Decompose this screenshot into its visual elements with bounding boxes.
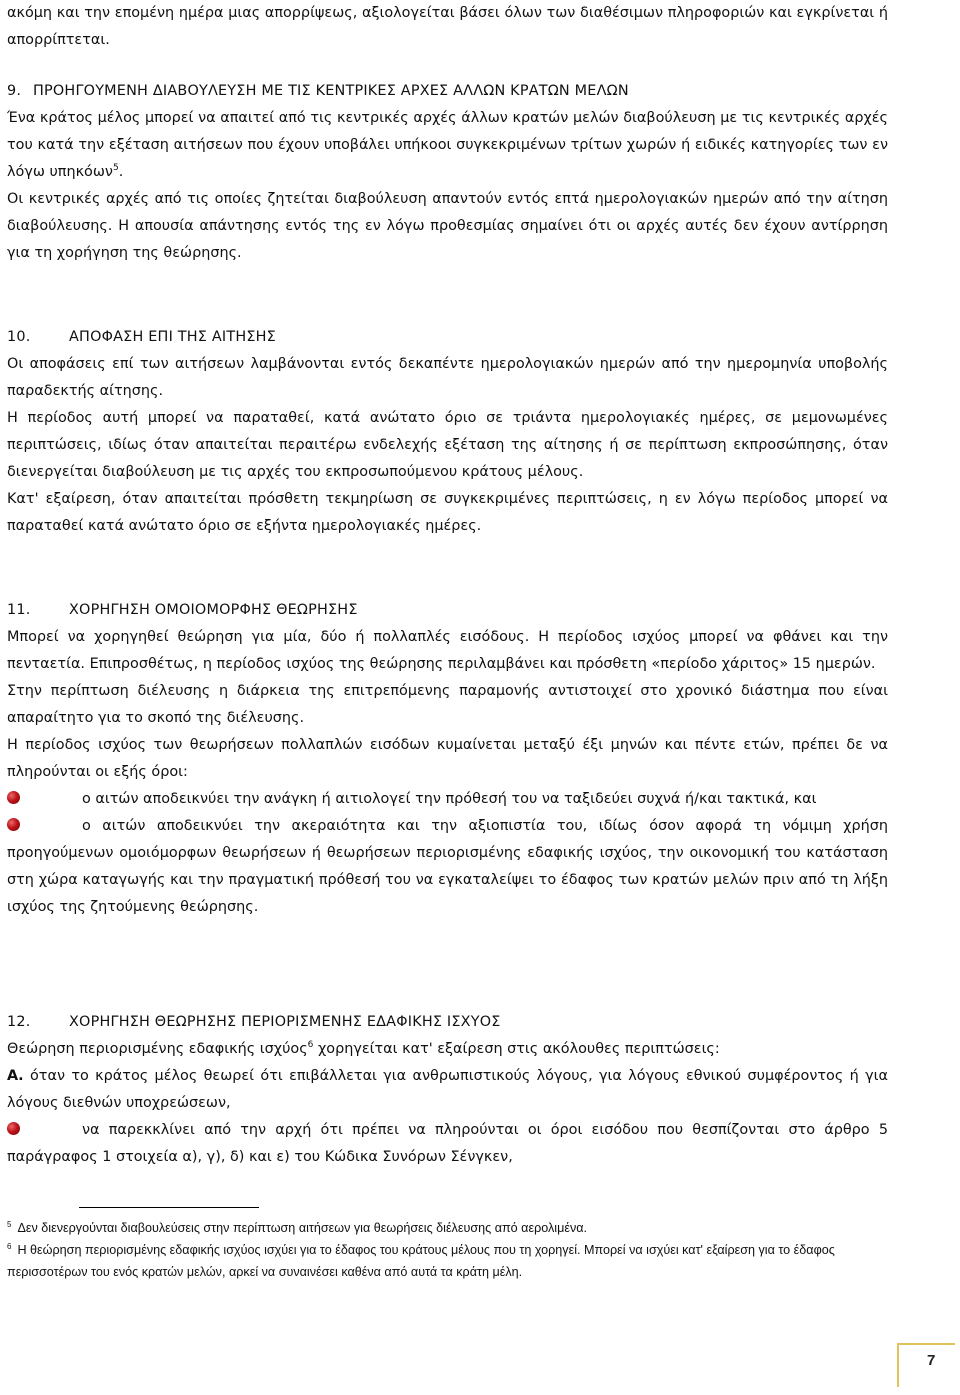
section-9-heading <box>7 78 888 105</box>
footnote-6-number: 6 <box>7 1241 12 1251</box>
section-12-number: 12. <box>7 1014 31 1030</box>
section-10-title: ΑΠΟΦΑΣΗ ΕΠΙ ΤΗΣ ΑΙΤΗΣΗΣ <box>69 329 276 345</box>
section-11 <box>7 597 888 921</box>
section-9-paragraph-2: Οι κεντρικές αρχές από τις οποίες ζητείται διαβούλευση απαντούν εντός επτά ημερολογιακών ημερών από την αίτηση διαβούλευσης. Η απουσία απάντησης εντός της εν λόγω προθεσμίας σημαίνει ότι οι αρχές αυτές δεν έχουν αντίρρηση για τη χορήγηση της θεώρησης. <box>7 191 889 261</box>
footnote-ref-6: 6 <box>307 1040 314 1051</box>
section-9 <box>7 78 888 267</box>
bullet-item: ο αιτών αποδεικνύει την ακεραιότητα και την αξιοπιστία του, ιδίως όσον αφορά τη νόμιμη χρήση προηγούμενων ομοιόμορφων θεωρήσεων ή θεωρήσεων περιορισμένης εδαφικής ισχύος, την οικονομική του κατάσταση στη χώρα καταγωγής και την πραγματική πρόθεσή του να εγκαταλείψει το έδαφος των κρατών μελών πριν από τη λήξη ισχύος της ζητούμενης θεώρησης. <box>7 818 888 915</box>
section-10-paragraph-2: Η περίοδος αυτή μπορεί να παραταθεί, κατά ανώτατο όριο σε τριάντα ημερολογιακές ημέρες, σε μεμονωμένες περιπτώσεις, ιδίως όταν απαιτείται περαιτέρω ενδελεχής εξέταση της αίτησης ή σε περίπτωση εκπροσώπησης, όταν διενεργείται διαβούλευση με τις αρχές του εκπροσωπούμενου κράτους μέλους. <box>7 410 888 480</box>
section-10 <box>7 324 888 540</box>
section-10-heading <box>7 324 888 351</box>
section-9-number: 9. <box>7 83 22 99</box>
section-10-number: 10. <box>7 329 31 345</box>
section-11-heading <box>7 597 888 624</box>
intro-paragraph <box>7 0 888 54</box>
page-number-frame <box>897 1343 955 1387</box>
bullet-icon <box>7 818 20 831</box>
footnote-separator <box>79 1207 259 1208</box>
page-number: 7 <box>927 1352 936 1369</box>
footnote-6: $^6$ Η θεώρηση περιορισμένης εδαφικής ισχύος ισχύει για το έδαφος του κράτους μέλους που τη χορηγεί. Μπορεί να ισχύει κατ' εξαίρεση για το έδαφος περισσοτέρων του ενός κρατών μελών, αρκεί να συναινέσει καθένα από αυτά τα κράτη μέλη. <box>7 1241 835 1279</box>
footnote-5: $^5$ Δεν διενεργούνται διαβουλεύσεις στην περίπτωση αιτήσεων για θεωρήσεις διέλευσης από αερολιμένα. <box>7 1219 588 1235</box>
section-12-item-a: Α. όταν το κράτος μέλος θεωρεί ότι επιβάλλεται για ανθρωπιστικούς λόγους, για λόγους εθνικού συμφέροντος ή για λόγους διεθνών υποχρεώσεων, <box>7 1068 888 1111</box>
section-11-paragraph-1: Μπορεί να χορηγηθεί θεώρηση για μία, δύο ή πολλαπλές εισόδους. Η περίοδος ισχύος μπορεί να φθάνει και την πενταετία. Επιπροσθέτως, η περίοδος ισχύος της θεώρησης περιλαμβάνει και πρόσθετη «περίοδο χάριτος» 15 ημερών. <box>7 629 888 672</box>
section-9-title: ΠΡΟΗΓΟΥΜΕΝΗ ΔΙΑΒΟΥΛΕΥΣΗ ΜΕ ΤΙΣ ΚΕΝΤΡΙΚΕΣ ΑΡΧΕΣ ΑΛΛΩΝ ΚΡΑΤΩΝ ΜΕΛΩΝ <box>33 83 629 99</box>
footnote-5-number: 5 <box>7 1219 12 1229</box>
section-9-paragraph-1: Ένα κράτος μέλος μπορεί να απαιτεί από τις κεντρικές αρχές άλλων κρατών μελών διαβούλευση με τις κεντρικές αρχές του κατά την εξέταση αιτήσεων που έχουν υποβάλει υπήκοοι συγκεκριμένων τρίτων χωρών ή ειδικές κατηγορίες των εν λόγω υπηκόων$^5$. <box>7 110 888 180</box>
bullet-icon <box>7 791 20 804</box>
section-11-paragraph-2: Στην περίπτωση διέλευσης η διάρκεια της επιτρεπόμενης παραμονής αντιστοιχεί στο χρονικό διάστημα που είναι απαραίτητο για το σκοπό της διέλευσης. <box>7 683 888 726</box>
bullet-item: να παρεκκλίνει από την αρχή ότι πρέπει να πληρούνται οι όροι εισόδου που θεσπίζονται στο άρθρο 5 παράγραφος 1 στοιχεία α), γ), δ) και ε) του Κώδικα Συνόρων Σένγκεν, <box>7 1122 888 1165</box>
footnote-ref-5: 5 <box>112 163 119 174</box>
section-10-paragraph-1: Οι αποφάσεις επί των αιτήσεων λαμβάνονται εντός δεκαπέντε ημερολογιακών ημερών από την ημερομηνία υποβολής παραδεκτής αίτησης. <box>7 356 888 399</box>
section-12-title: ΧΟΡΗΓΗΣΗ ΘΕΩΡΗΣΗΣ ΠΕΡΙΟΡΙΣΜΕΝΗΣ ΕΔΑΦΙΚΗΣ ΙΣΧΥΟΣ <box>69 1014 501 1030</box>
section-10-paragraph-3: Κατ' εξαίρεση, όταν απαιτείται πρόσθετη τεκμηρίωση σε συγκεκριμένες περιπτώσεις, η εν λόγω περίοδος μπορεί να παραταθεί κατά ανώτατο όριο σε εξήντα ημερολογιακές ημέρες. <box>7 491 888 534</box>
section-12-paragraph-1: Θεώρηση περιορισμένης εδαφικής ισχύος$^6$ χορηγείται κατ' εξαίρεση στις ακόλουθες περιπτώσεις: <box>7 1040 720 1057</box>
section-12-heading <box>7 1009 888 1036</box>
section-11-number: 11. <box>7 602 31 618</box>
item-a-label: Α. <box>7 1068 24 1084</box>
section-11-title: ΧΟΡΗΓΗΣΗ ΟΜΟΙΟΜΟΡΦΗΣ ΘΕΩΡΗΣΗΣ <box>69 602 358 618</box>
intro-text: ακόμη και την επομένη ημέρα μιας απορρίψεως, αξιολογείται βάσει όλων των διαθέσιμων πληροφοριών και εγκρίνεται ή απορρίπτεται. <box>7 5 888 48</box>
bullet-icon <box>7 1122 20 1135</box>
section-11-paragraph-3: Η περίοδος ισχύος των θεωρήσεων πολλαπλών εισόδων κυμαίνεται μεταξύ έξι μηνών και πέντε ετών, πρέπει δε να πληρούνται οι εξής όροι: <box>7 737 888 780</box>
bullet-item: ο αιτών αποδεικνύει την ανάγκη ή αιτιολογεί την πρόθεσή του να ταξιδεύει συχνά ή/και τακτικά, και <box>7 786 888 813</box>
section-12 <box>7 1009 888 1171</box>
